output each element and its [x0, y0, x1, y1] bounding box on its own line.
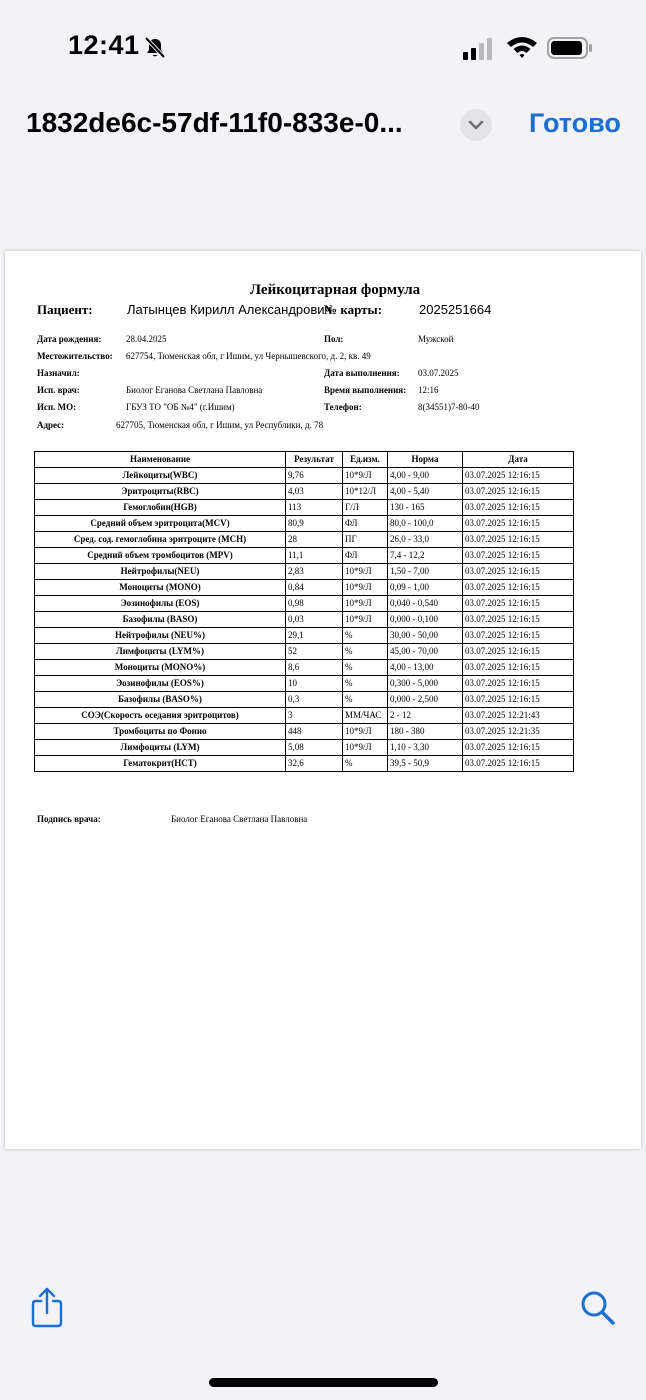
address-value: 627705, Тюменская обл, г Ишим, ул Республики, д. 78 — [116, 420, 324, 430]
cell-norm: 7,4 - 12,2 — [388, 548, 463, 564]
cell-unit: ПГ — [343, 532, 388, 548]
cell-result: 0,98 — [286, 596, 343, 612]
home-indicator[interactable] — [209, 1378, 438, 1387]
cell-result: 448 — [286, 724, 343, 740]
table-row — [35, 756, 574, 772]
table-row — [35, 612, 574, 628]
cell-name: Тромбоциты по Фонио — [35, 724, 286, 740]
cell-date: 03.07.2025 12:16:15 — [463, 740, 574, 756]
patient-label: Пациент: — [37, 302, 93, 317]
cell-name: Гемоглобин(HGB) — [35, 500, 286, 516]
cell-result: 11,1 — [286, 548, 343, 564]
cell-result: 9,76 — [286, 468, 343, 484]
cell-norm: 0,000 - 2,500 — [388, 692, 463, 708]
cell-norm: 39,5 - 50,9 — [388, 756, 463, 772]
cell-result: 52 — [286, 644, 343, 660]
cell-norm: 180 - 380 — [388, 724, 463, 740]
cell-norm: 26,0 - 33,0 — [388, 532, 463, 548]
card-label: № карты: — [324, 302, 383, 317]
document-page — [5, 251, 641, 1149]
cell-result: 28 — [286, 532, 343, 548]
cell-date: 03.07.2025 12:16:15 — [463, 468, 574, 484]
cell-result: 0,03 — [286, 612, 343, 628]
cell-date: 03.07.2025 12:16:15 — [463, 548, 574, 564]
cell-norm: 4,00 - 5,40 — [388, 484, 463, 500]
signature-label: Подпись врача: — [37, 814, 101, 824]
cell-result: 32,6 — [286, 756, 343, 772]
cell-name: Гематокрит(HCT) — [35, 756, 286, 772]
table-row — [35, 676, 574, 692]
mo-value: ГБУЗ ТО "ОБ №4" (г.Ишим) — [126, 402, 235, 412]
cell-date: 03.07.2025 12:21:43 — [463, 708, 574, 724]
cell-unit: 10*9/Л — [343, 596, 388, 612]
exec-date-label: Дата выполнения: — [324, 368, 400, 378]
patient-value: Латынцев Кирилл Александрович — [127, 302, 332, 317]
header-date: Дата — [463, 452, 574, 468]
table-row — [35, 564, 574, 580]
cellular-signal-icon — [463, 38, 495, 60]
cell-name: Базофилы (BASO%) — [35, 692, 286, 708]
cell-date: 03.07.2025 12:16:15 — [463, 596, 574, 612]
cell-result: 8,6 — [286, 660, 343, 676]
cell-name: Сред. сод. гемоглобина эритроците (MCH) — [35, 532, 286, 548]
lab-results-table — [34, 451, 574, 772]
title-menu-button[interactable] — [460, 109, 492, 141]
cell-unit: % — [343, 628, 388, 644]
document-title: 1832de6c-57df-11f0-833e-0... — [26, 107, 403, 138]
doctor-value: Биолог Еганова Светлана Павловна — [126, 385, 263, 395]
cell-unit: 10*9/Л — [343, 564, 388, 580]
cell-name: Эритроциты(RBC) — [35, 484, 286, 500]
cell-norm: 4,00 - 13,00 — [388, 660, 463, 676]
cell-norm: 2 - 12 — [388, 708, 463, 724]
cell-unit: 10*9/Л — [343, 724, 388, 740]
cell-date: 03.07.2025 12:16:15 — [463, 532, 574, 548]
cell-date: 03.07.2025 12:16:15 — [463, 692, 574, 708]
cell-name: Эозинофилы (EOS%) — [35, 676, 286, 692]
status-time: 12:41 — [68, 30, 140, 60]
table-row — [35, 644, 574, 660]
residence-label: Местожительство: — [37, 351, 113, 361]
cell-norm: 130 - 165 — [388, 500, 463, 516]
cell-unit: % — [343, 756, 388, 772]
table-row — [35, 468, 574, 484]
header-result: Результат — [286, 452, 343, 468]
cell-date: 03.07.2025 12:16:15 — [463, 612, 574, 628]
status-bar — [0, 0, 646, 96]
sex-value: Мужской — [418, 334, 454, 344]
header-norm: Норма — [388, 452, 463, 468]
cell-name: Лимфоциты (LYM) — [35, 740, 286, 756]
cell-unit: % — [343, 676, 388, 692]
cell-norm: 1,10 - 3,30 — [388, 740, 463, 756]
battery-icon — [547, 36, 593, 60]
cell-date: 03.07.2025 12:16:15 — [463, 484, 574, 500]
wifi-icon — [506, 35, 538, 59]
cell-name: Базофилы (BASO) — [35, 612, 286, 628]
cell-date: 03.07.2025 12:16:15 — [463, 644, 574, 660]
cell-norm: 0,040 - 0,540 — [388, 596, 463, 612]
birth-label: Дата рождения: — [37, 334, 102, 344]
cell-unit: % — [343, 692, 388, 708]
card-value: 2025251664 — [419, 302, 492, 317]
cell-date: 03.07.2025 12:16:15 — [463, 660, 574, 676]
cell-norm: 0,300 - 5,000 — [388, 676, 463, 692]
cell-result: 3 — [286, 708, 343, 724]
residence-value: 627754, Тюменская обл, г Ишим, ул Чернышевского, д. 2, кв. 49 — [126, 351, 371, 361]
table-row — [35, 724, 574, 740]
phone-value: 8(34551)7-80-40 — [418, 402, 480, 412]
share-icon[interactable] — [30, 1286, 64, 1328]
phone-label: Телефон: — [324, 402, 362, 412]
cell-date: 03.07.2025 12:16:15 — [463, 564, 574, 580]
table-row — [35, 596, 574, 612]
table-row — [35, 740, 574, 756]
cell-result: 29,1 — [286, 628, 343, 644]
table-row — [35, 548, 574, 564]
exec-date-value: 03.07.2025 — [418, 368, 459, 378]
cell-result: 2,83 — [286, 564, 343, 580]
cell-name: Нейтрофилы (NEU%) — [35, 628, 286, 644]
header-unit: Ед.изм. — [343, 452, 388, 468]
cell-unit: % — [343, 660, 388, 676]
done-button[interactable]: Готово — [529, 108, 621, 138]
chevron-down-icon — [468, 119, 484, 131]
cell-name: Лимфоциты (LYM%) — [35, 644, 286, 660]
table-row — [35, 516, 574, 532]
cell-name: Средний объем эритроцита(MCV) — [35, 516, 286, 532]
table-row — [35, 580, 574, 596]
cell-name: Моноциты (MONO) — [35, 580, 286, 596]
cell-name: Средний объем тромбоцитов (MPV) — [35, 548, 286, 564]
cell-date: 03.07.2025 12:16:15 — [463, 516, 574, 532]
cell-unit: 10*9/Л — [343, 580, 388, 596]
table-row — [35, 484, 574, 500]
cell-unit: 10*9/Л — [343, 740, 388, 756]
cell-result: 0,3 — [286, 692, 343, 708]
cell-norm: 0,09 - 1,00 — [388, 580, 463, 596]
table-row — [35, 532, 574, 548]
cell-norm: 45,00 - 70,00 — [388, 644, 463, 660]
cell-unit: 10*9/Л — [343, 612, 388, 628]
cell-result: 80,9 — [286, 516, 343, 532]
cell-date: 03.07.2025 12:16:15 — [463, 628, 574, 644]
table-row — [35, 628, 574, 644]
birth-value: 28.04.2025 — [126, 334, 167, 344]
address-label: Адрес: — [37, 420, 65, 430]
table-row — [35, 500, 574, 516]
cell-unit: ФЛ — [343, 548, 388, 564]
cell-date: 03.07.2025 12:21:35 — [463, 724, 574, 740]
cell-date: 03.07.2025 12:16:15 — [463, 500, 574, 516]
cell-date: 03.07.2025 12:16:15 — [463, 756, 574, 772]
cell-norm: 4,00 - 9,00 — [388, 468, 463, 484]
cell-name: Лейкоциты(WBC) — [35, 468, 286, 484]
search-icon[interactable] — [580, 1290, 616, 1326]
cell-unit: ФЛ — [343, 516, 388, 532]
table-row — [35, 708, 574, 724]
exec-time-value: 12:16 — [418, 385, 439, 395]
doctor-label: Исп. врач: — [37, 385, 80, 395]
cell-unit: ММ/ЧАС — [343, 708, 388, 724]
header-name: Наименование — [35, 452, 286, 468]
exec-time-label: Время выполнения: — [324, 385, 407, 395]
cell-unit: Г/Л — [343, 500, 388, 516]
cell-norm: 0,000 - 0,100 — [388, 612, 463, 628]
cell-name: Нейтрофилы(NEU) — [35, 564, 286, 580]
cell-unit: 10*9/Л — [343, 468, 388, 484]
cell-date: 03.07.2025 12:16:15 — [463, 676, 574, 692]
cell-unit: % — [343, 644, 388, 660]
table-row — [35, 692, 574, 708]
cell-result: 4,03 — [286, 484, 343, 500]
cell-name: Эозинофилы (EOS) — [35, 596, 286, 612]
cell-result: 0,84 — [286, 580, 343, 596]
cell-result: 113 — [286, 500, 343, 516]
table-header-row — [35, 452, 574, 468]
signature-value: Биолог Еганова Светлана Павловна — [171, 814, 308, 824]
cell-unit: 10*12/Л — [343, 484, 388, 500]
report-title: Лейкоцитарная формула — [249, 282, 421, 298]
sex-label: Пол: — [324, 334, 344, 344]
bell-slash-icon — [143, 36, 167, 60]
table-row — [35, 660, 574, 676]
cell-result: 10 — [286, 676, 343, 692]
cell-date: 03.07.2025 12:16:15 — [463, 580, 574, 596]
cell-norm: 30,00 - 50,00 — [388, 628, 463, 644]
cell-name: Моноциты (MONO%) — [35, 660, 286, 676]
cell-name: СОЭ(Скорость оседания эритроцитов) — [35, 708, 286, 724]
cell-norm: 80,0 - 100,0 — [388, 516, 463, 532]
cell-result: 5,08 — [286, 740, 343, 756]
assigned-label: Назначил: — [37, 368, 80, 378]
cell-norm: 1,50 - 7,00 — [388, 564, 463, 580]
mo-label: Исп. МО: — [37, 402, 77, 412]
